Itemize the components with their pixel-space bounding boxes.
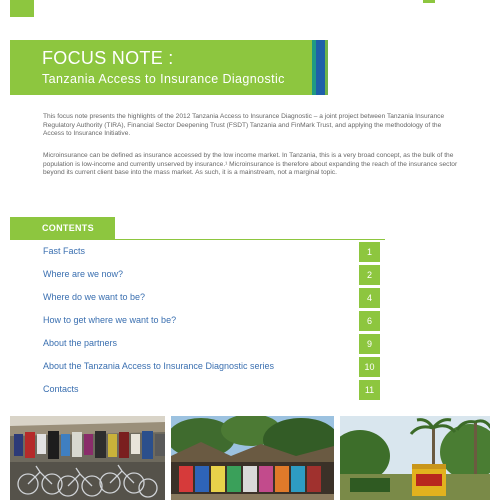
toc-item-where-do-we-want-to-be[interactable] [43, 288, 380, 308]
toc-label[interactable]: Where do we want to be? [43, 292, 146, 302]
toc-page-number: 4 [359, 288, 380, 308]
title-banner [10, 40, 328, 95]
toc-label[interactable]: About the Tanzania Access to Insurance Diagnostic series [43, 361, 274, 371]
toc-item-contacts[interactable] [43, 380, 380, 400]
toc-page-number: 2 [359, 265, 380, 285]
toc-item-where-are-we-now[interactable] [43, 265, 380, 285]
banner-stripe-blue [316, 40, 325, 95]
palm-kiosk-photo [340, 416, 490, 500]
toc-item-about-the-partners[interactable] [43, 334, 380, 354]
toc-page-number: 9 [359, 334, 380, 354]
toc-page-number: 6 [359, 311, 380, 331]
toc-page-number: 11 [359, 380, 380, 400]
toc-label[interactable]: How to get where we want to be? [43, 315, 177, 325]
toc-item-fast-facts[interactable] [43, 242, 380, 262]
page-title: FOCUS NOTE : [42, 48, 174, 68]
contents-heading: CONTENTS [42, 223, 94, 233]
toc-item-how-to-get-there[interactable] [43, 311, 380, 331]
banner-stripe-green [325, 40, 328, 95]
contents-heading-tab [10, 217, 115, 239]
toc-label[interactable]: Fast Facts [43, 246, 86, 256]
intro-paragraph-1: This focus note presents the highlights of the 2012 Tanzania Access to Insurance Diagnostic – a joint project between Tanzania Insurance Regulatory Authority (TIRA), Financial Sector Deepening Trust (FSDT) Tanzania and FinMark Trust, and applying the methodology of the Access to Insurance Initiative. [43, 113, 445, 138]
toc-item-about-the-series[interactable] [43, 357, 380, 377]
toc-label[interactable]: Where are we now? [43, 269, 124, 279]
intro-paragraph-2: Microinsurance can be defined as insurance accessed by the low income market. In Tanzania, this is a very broad concept, as the bulk of the population is low-income and currently unserved by insurance.¹ Microinsurance is therefore about expanding the reach of the insurance sector beyond its current client base into the mass market. As such, it is a mainstream, not a marginal topic. [43, 152, 458, 177]
contents-divider [10, 239, 385, 240]
toc-label[interactable]: About the partners [43, 338, 118, 348]
top-accent-mark [423, 0, 435, 3]
page-subtitle: Tanzania Access to Insurance Diagnostic [42, 72, 285, 86]
toc-page-number: 10 [359, 357, 380, 377]
top-corner-block [10, 0, 34, 17]
market-stall-photo [10, 416, 165, 500]
toc-page-number: 1 [359, 242, 380, 262]
toc-label[interactable]: Contacts [43, 384, 79, 394]
fabric-stall-photo [171, 416, 334, 500]
